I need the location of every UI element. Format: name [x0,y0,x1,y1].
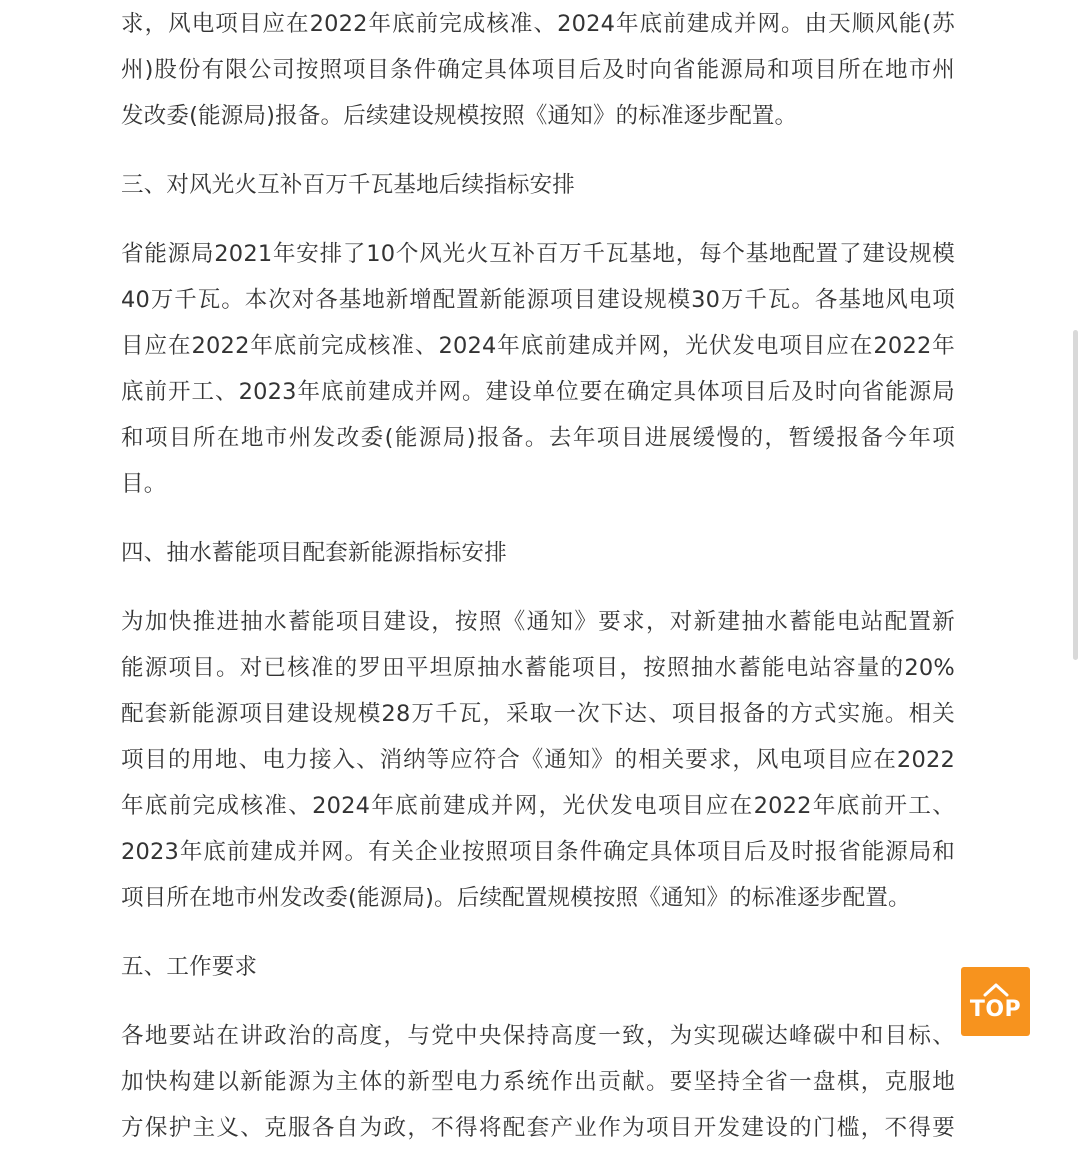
back-to-top-button[interactable] [961,967,1030,1036]
paragraph-line: 各地要站在讲政治的高度，与党中央保持高度一致，为实现碳达峰碳中和目标、 [121,1023,955,1049]
section-heading-5: 五、工作要求 [121,954,258,980]
paragraph-section-4 [121,599,955,921]
paragraph-line: 目应在2022年底前完成核准、2024年底前建成并网，光伏发电项目应在2022年 [121,333,955,359]
paragraph-line: 发改委(能源局)报备。后续建设规模按照《通知》的标准逐步配置。 [121,103,798,129]
paragraph-line: 项目的用地、电力接入、消纳等应符合《通知》的相关要求，风电项目应在2022 [121,747,955,773]
article-body [121,0,955,1151]
paragraph-line: 州)股份有限公司按照项目条件确定具体项目后及时向省能源局和项目所在地市州 [121,57,955,83]
paragraph-line: 能源项目。对已核准的罗田平坦原抽水蓄能项目，按照抽水蓄能电站容量的20% [121,655,955,681]
back-to-top-label: TOP [969,997,1022,1022]
paragraph-line: 求，风电项目应在2022年底前完成核准、2024年底前建成并网。由天顺风能(苏 [121,11,955,37]
paragraph-section-3 [121,231,955,507]
paragraph-line: 年底前完成核准、2024年底前建成并网，光伏发电项目应在2022年底前开工、 [121,793,955,819]
paragraph-line: 省能源局2021年安排了10个风光火互补百万千瓦基地，每个基地配置了建设规模 [121,241,955,267]
scrollbar-thumb[interactable] [1073,330,1078,660]
paragraph-line: 目。 [121,471,167,497]
paragraph-line: 加快构建以新能源为主体的新型电力系统作出贡献。要坚持全省一盘棋，克服地 [121,1069,955,1095]
paragraph-line: 项目所在地市州发改委(能源局)。后续配置规模按照《通知》的标准逐步配置。 [121,885,911,911]
paragraph-line: 为加快推进抽水蓄能项目建设，按照《通知》要求，对新建抽水蓄能电站配置新 [121,609,955,635]
paragraph-line: 方保护主义、克服各自为政，不得将配套产业作为项目开发建设的门槛，不得要 [121,1115,955,1141]
paragraph-line: 40万千瓦。本次对各基地新增配置新能源项目建设规模30万千瓦。各基地风电项 [121,287,955,313]
chevron-up-icon [983,983,1009,997]
section-heading-3: 三、对风光火互补百万千瓦基地后续指标安排 [121,172,576,198]
paragraph-section-5 [121,1013,955,1151]
paragraph-line: 和项目所在地市州发改委(能源局)报备。去年项目进展缓慢的，暂缓报备今年项 [121,425,955,451]
paragraph-line: 2023年底前建成并网。有关企业按照项目条件确定具体项目后及时报省能源局和 [121,839,955,865]
paragraph-line: 配套新能源项目建设规模28万千瓦，采取一次下达、项目报备的方式实施。相关 [121,701,955,727]
paragraph-2-continued [121,1,955,139]
section-heading-4: 四、抽水蓄能项目配套新能源指标安排 [121,540,507,566]
paragraph-line: 底前开工、2023年底前建成并网。建设单位要在确定具体项目后及时向省能源局 [121,379,955,405]
